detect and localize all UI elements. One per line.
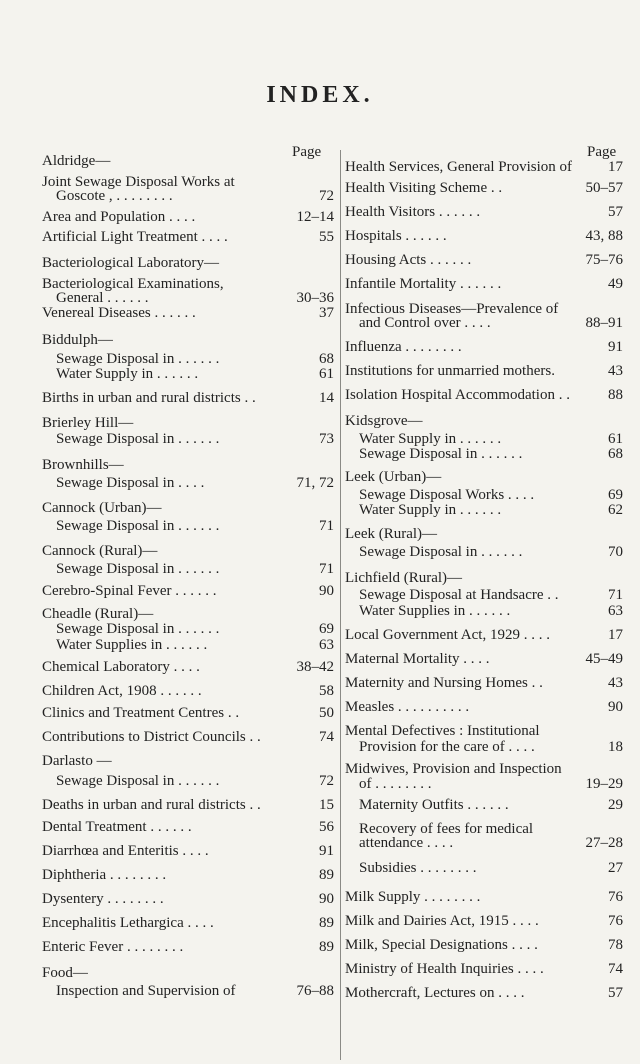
index-entry-page: 19–29: [585, 776, 623, 792]
index-entry-text: Water Supplies in . . . . . .: [359, 603, 511, 619]
index-entry-text: Milk, Special Designations . . . .: [345, 937, 538, 953]
index-entry-text: Ministry of Health Inquiries . . . .: [345, 961, 544, 977]
index-entry-page: 61: [608, 431, 623, 447]
column-divider: [340, 150, 341, 1060]
index-entry-page: 71: [319, 518, 334, 534]
index-entry-page: 50–57: [585, 180, 623, 196]
index-entry-text: Leek (Rural)—: [345, 526, 438, 542]
index-entry-text: Sewage Disposal in . . . . . .: [56, 621, 220, 637]
index-entry-page: 68: [319, 351, 334, 367]
index-entry-text: Water Supply in . . . . . .: [359, 502, 502, 518]
index-entry-text: Mothercraft, Lectures on . . . .: [345, 985, 525, 1001]
index-entry-text: Goscote , . . . . . . . .: [56, 188, 173, 204]
index-entry-text: Sewage Disposal in . . . . . .: [56, 773, 220, 789]
index-entry-page: 15: [319, 797, 334, 813]
index-entry-page: 90: [319, 891, 334, 907]
index-entry-page: 91: [319, 843, 334, 859]
index-entry-text: Births in urban and rural districts . .: [42, 390, 256, 406]
index-entry-page: 56: [319, 819, 334, 835]
index-entry-page: 89: [319, 867, 334, 883]
index-entry-page: 76: [608, 889, 623, 905]
page-column-header-left: Page: [292, 144, 322, 160]
index-entry-text: Inspection and Supervision of: [56, 983, 236, 999]
index-entry-text: Children Act, 1908 . . . . . .: [42, 683, 202, 699]
index-entry-text: Bacteriological Examinations,: [42, 276, 224, 292]
index-entry-text: Aldridge—: [42, 153, 111, 169]
index-entry-text: Recovery of fees for medical: [359, 821, 534, 837]
index-entry-page: 63: [608, 603, 623, 619]
index-entry-text: Local Government Act, 1929 . . . .: [345, 627, 550, 643]
index-entry-text: Infectious Diseases—Prevalence of: [345, 301, 559, 317]
index-entry-text: Midwives, Provision and Inspection: [345, 761, 562, 777]
index-entry-text: Dysentery . . . . . . . .: [42, 891, 164, 907]
index-entry-page: 71: [319, 561, 334, 577]
index-entry-text: Diarrhœa and Enteritis . . . .: [42, 843, 209, 859]
index-entry-page: 58: [319, 683, 334, 699]
index-entry-page: 43: [608, 675, 623, 691]
index-entry-text: Cannock (Urban)—: [42, 500, 162, 516]
index-entry-page: 27: [608, 860, 623, 876]
index-entry-text: Encephalitis Lethargica . . . .: [42, 915, 214, 931]
index-entry-text: Mental Defectives : Institutional: [345, 723, 540, 739]
index-entry-page: 88–91: [585, 315, 623, 331]
index-entry-page: 63: [319, 637, 334, 653]
index-entry-page: 17: [608, 159, 623, 175]
index-entry-page: 27–28: [585, 835, 623, 851]
index-entry-text: Institutions for unmarried mothers.: [345, 363, 555, 379]
index-entry-text: Contributions to District Councils . .: [42, 729, 261, 745]
index-entry-page: 61: [319, 366, 334, 382]
index-entry-page: 90: [608, 699, 623, 715]
index-entry-text: Brierley Hill—: [42, 415, 134, 431]
index-entry-page: 76: [608, 913, 623, 929]
index-entry-text: Artificial Light Treatment . . . .: [42, 229, 228, 245]
index-entry-page: 76–88: [296, 983, 334, 999]
index-entry-page: 78: [608, 937, 623, 953]
index-entry-page: 62: [608, 502, 623, 518]
index-entry-text: Isolation Hospital Accommodation . .: [345, 387, 570, 403]
index-entry-text: Biddulph—: [42, 332, 113, 348]
index-entry-text: Food—: [42, 965, 88, 981]
index-entry-page: 91: [608, 339, 623, 355]
index-entry-page: 69: [319, 621, 334, 637]
index-entry-page: 74: [608, 961, 623, 977]
index-entry-text: Health Services, General Provision of: [345, 159, 573, 175]
index-entry-page: 71: [608, 587, 623, 603]
index-entry-text: Health Visiting Scheme . .: [345, 180, 503, 196]
index-entry-page: 14: [319, 390, 334, 406]
index-entry-page: 38–42: [296, 659, 334, 675]
index-entry-page: 50: [319, 705, 334, 721]
index-entry-page: 49: [608, 276, 623, 292]
index-entry-page: 57: [608, 204, 623, 220]
index-entry-text: Milk and Dairies Act, 1915 . . . .: [345, 913, 539, 929]
index-entry-text: and Control over . . . .: [359, 315, 491, 331]
index-entry-text: Brownhills—: [42, 457, 124, 473]
index-entry-page: 29: [608, 797, 623, 813]
index-entry-text: Maternity and Nursing Homes . .: [345, 675, 543, 691]
index-entry-text: Joint Sewage Disposal Works at: [42, 174, 235, 190]
index-entry-page: 30–36: [296, 290, 334, 306]
index-entry-text: Sewage Disposal in . . . . . .: [56, 518, 220, 534]
index-entry-text: Water Supply in . . . . . .: [359, 431, 502, 447]
index-entry-text: Enteric Fever . . . . . . . .: [42, 939, 184, 955]
index-entry-text: Dental Treatment . . . . . .: [42, 819, 192, 835]
page-title: INDEX.: [266, 82, 374, 108]
index-entry-page: 89: [319, 915, 334, 931]
index-entry-page: 68: [608, 446, 623, 462]
index-entry-text: Bacteriological Laboratory—: [42, 255, 220, 271]
index-entry-text: attendance . . . .: [359, 835, 454, 851]
index-entry-text: Sewage Disposal in . . . . . .: [56, 561, 220, 577]
index-entry-text: Hospitals . . . . . .: [345, 228, 447, 244]
index-entry-page: 89: [319, 939, 334, 955]
index-entry-page: 43: [608, 363, 623, 379]
index-entry-text: Sewage Disposal in . . . . . .: [359, 446, 523, 462]
index-entry-text: Sewage Disposal in . . . . . .: [359, 544, 523, 560]
index-entry-page: 90: [319, 583, 334, 599]
index-entry-text: Health Visitors . . . . . .: [345, 204, 481, 220]
index-entry-page: 72: [319, 773, 334, 789]
index-entry-text: Water Supply in . . . . . .: [56, 366, 199, 382]
index-entry-text: Sewage Disposal in . . . .: [56, 475, 205, 491]
index-entry-page: 43, 88: [585, 228, 623, 244]
index-entry-page: 37: [319, 305, 334, 321]
index-entry-page: 69: [608, 487, 623, 503]
index-entry-text: General . . . . . .: [56, 290, 149, 306]
index-entry-text: Cheadle (Rural)—: [42, 606, 154, 622]
index-entry-text: Provision for the care of . . . .: [359, 739, 535, 755]
index-entry-text: Housing Acts . . . . . .: [345, 252, 472, 268]
index-entry-page: 74: [319, 729, 334, 745]
index-entry-page: 71, 72: [296, 475, 334, 491]
index-entry-text: Deaths in urban and rural districts . .: [42, 797, 261, 813]
index-entry-page: 73: [319, 431, 334, 447]
index-entry-page: 18: [608, 739, 623, 755]
index-entry-text: Measles . . . . . . . . . .: [345, 699, 470, 715]
index-entry-text: Influenza . . . . . . . .: [345, 339, 462, 355]
index-entry-page: 88: [608, 387, 623, 403]
index-entry-text: Chemical Laboratory . . . .: [42, 659, 200, 675]
index-entry-text: Cerebro-Spinal Fever . . . . . .: [42, 583, 217, 599]
index-entry-text: Sewage Disposal at Handsacre . .: [359, 587, 559, 603]
index-entry-text: Darlasto —: [42, 753, 112, 769]
index-entry-page: 45–49: [585, 651, 623, 667]
index-entry-text: Cannock (Rural)—: [42, 543, 158, 559]
index-entry-page: 12–14: [296, 209, 334, 225]
index-entry-text: Water Supplies in . . . . . .: [56, 637, 208, 653]
index-entry-text: Maternal Mortality . . . .: [345, 651, 490, 667]
index-entry-text: Maternity Outfits . . . . . .: [359, 797, 509, 813]
index-entry-text: Milk Supply . . . . . . . .: [345, 889, 481, 905]
index-entry-text: Kidsgrove—: [345, 413, 423, 429]
index-entry-page: 70: [608, 544, 623, 560]
index-entry-text: Diphtheria . . . . . . . .: [42, 867, 167, 883]
index-entry-text: Infantile Mortality . . . . . .: [345, 276, 502, 292]
index-entry-page: 72: [319, 188, 334, 204]
index-entry-text: Clinics and Treatment Centres . .: [42, 705, 240, 721]
page-column-header-right: Page: [587, 144, 617, 160]
index-entry-text: Subsidies . . . . . . . .: [359, 860, 477, 876]
index-entry-text: Area and Population . . . .: [42, 209, 196, 225]
index-entry-text: Lichfield (Rural)—: [345, 570, 463, 586]
index-entry-page: 57: [608, 985, 623, 1001]
index-entry-text: Leek (Urban)—: [345, 469, 442, 485]
index-entry-page: 75–76: [585, 252, 623, 268]
index-entry-text: Sewage Disposal in . . . . . .: [56, 431, 220, 447]
index-entry-page: 55: [319, 229, 334, 245]
index-entry-text: Venereal Diseases . . . . . .: [42, 305, 196, 321]
index-entry-page: 17: [608, 627, 623, 643]
index-entry-text: Sewage Disposal in . . . . . .: [56, 351, 220, 367]
index-entry-text: of . . . . . . . .: [359, 776, 432, 792]
index-entry-text: Sewage Disposal Works . . . .: [359, 487, 535, 503]
